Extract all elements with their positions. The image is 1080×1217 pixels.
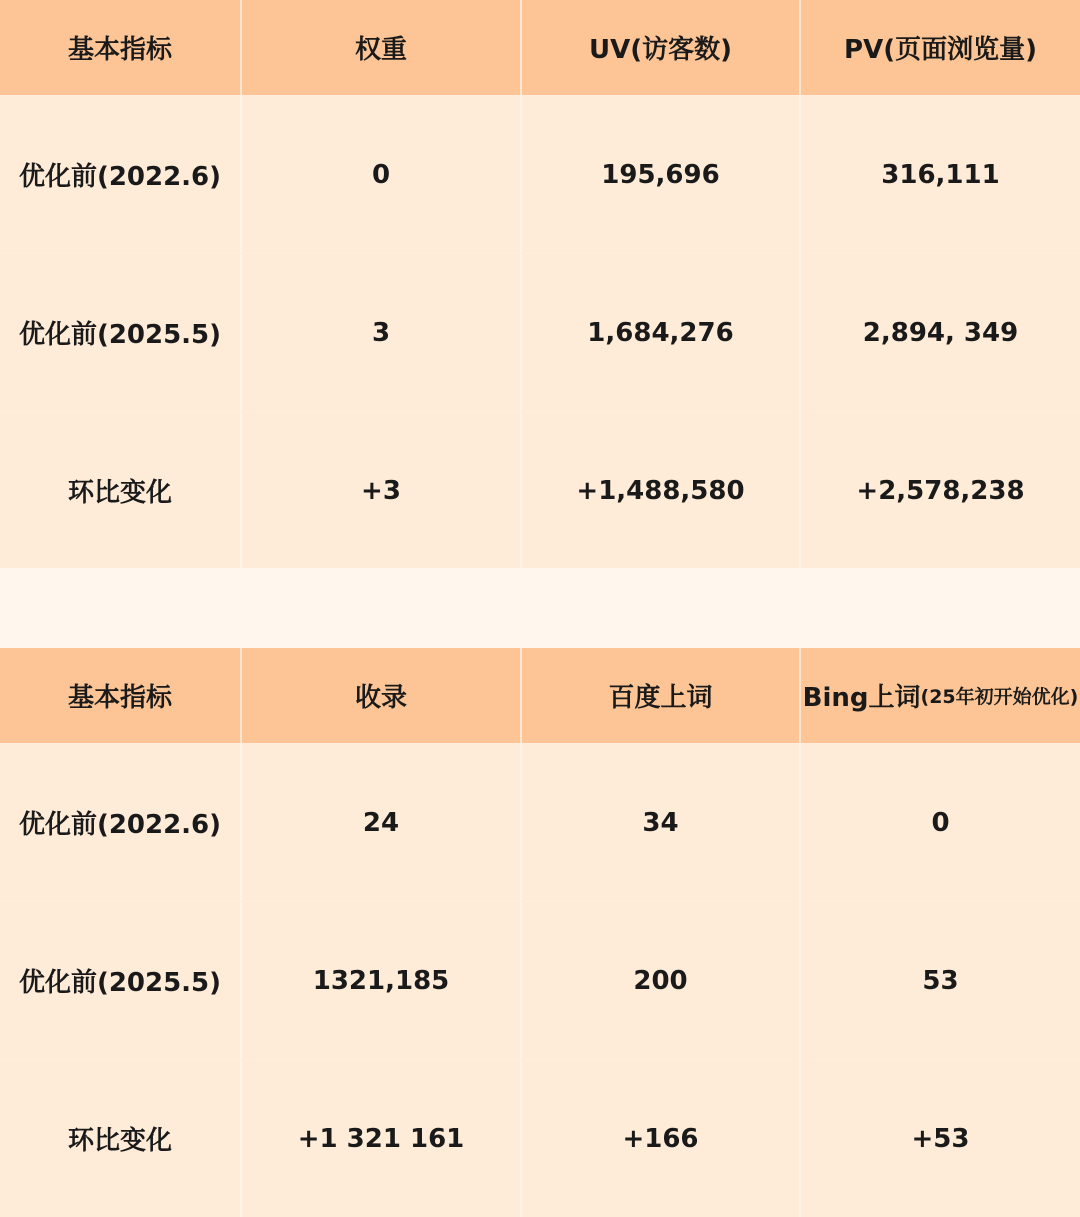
header-cell-indexed: 收录	[240, 648, 520, 743]
table-row	[0, 253, 1080, 411]
row-label: 优化前(2025.5)	[0, 902, 240, 1059]
metrics-table-traffic	[0, 0, 1080, 569]
table-cell: 1321,185	[240, 902, 520, 1059]
table-cell: +3	[240, 412, 520, 569]
table-cell: +53	[799, 1060, 1080, 1217]
table-header-row	[0, 648, 1080, 743]
table-row	[0, 95, 1080, 253]
metrics-table-indexing	[0, 648, 1080, 1217]
table-cell: +166	[520, 1060, 799, 1217]
section-divider	[0, 568, 1080, 648]
table-cell: 53	[799, 902, 1080, 1059]
table-row	[0, 743, 1080, 901]
row-label: 优化前(2025.5)	[0, 254, 240, 411]
header-cell-uv: UV(访客数)	[520, 0, 799, 95]
table-row	[0, 411, 1080, 569]
header-cell-pv: PV(页面浏览量)	[799, 0, 1080, 95]
header-cell-weight: 权重	[240, 0, 520, 95]
row-label: 优化前(2022.6)	[0, 744, 240, 901]
row-label: 环比变化	[0, 1060, 240, 1217]
table-cell: 1,684,276	[520, 254, 799, 411]
table-cell: 200	[520, 902, 799, 1059]
header-cell-metric: 基本指标	[0, 648, 240, 743]
table-cell: 0	[799, 744, 1080, 901]
table-cell: 2,894, 349	[799, 254, 1080, 411]
table-cell: 34	[520, 744, 799, 901]
bing-header-label: Bing上词	[802, 683, 921, 713]
table-cell: +1 321 161	[240, 1060, 520, 1217]
table-cell: 24	[240, 744, 520, 901]
table-header-row	[0, 0, 1080, 95]
table-row	[0, 1059, 1080, 1217]
header-cell-bing-keywords	[799, 648, 1080, 743]
table-cell: 3	[240, 254, 520, 411]
row-label: 环比变化	[0, 412, 240, 569]
table-cell: +2,578,238	[799, 412, 1080, 569]
table-cell: +1,488,580	[520, 412, 799, 569]
table-row	[0, 901, 1080, 1059]
header-cell-metric: 基本指标	[0, 0, 240, 95]
bing-header-note: (25年初开始优化)	[920, 686, 1079, 708]
header-cell-baidu-keywords: 百度上词	[520, 648, 799, 743]
table-cell: 195,696	[520, 96, 799, 253]
table-cell: 0	[240, 96, 520, 253]
row-label: 优化前(2022.6)	[0, 96, 240, 253]
table-cell: 316,111	[799, 96, 1080, 253]
